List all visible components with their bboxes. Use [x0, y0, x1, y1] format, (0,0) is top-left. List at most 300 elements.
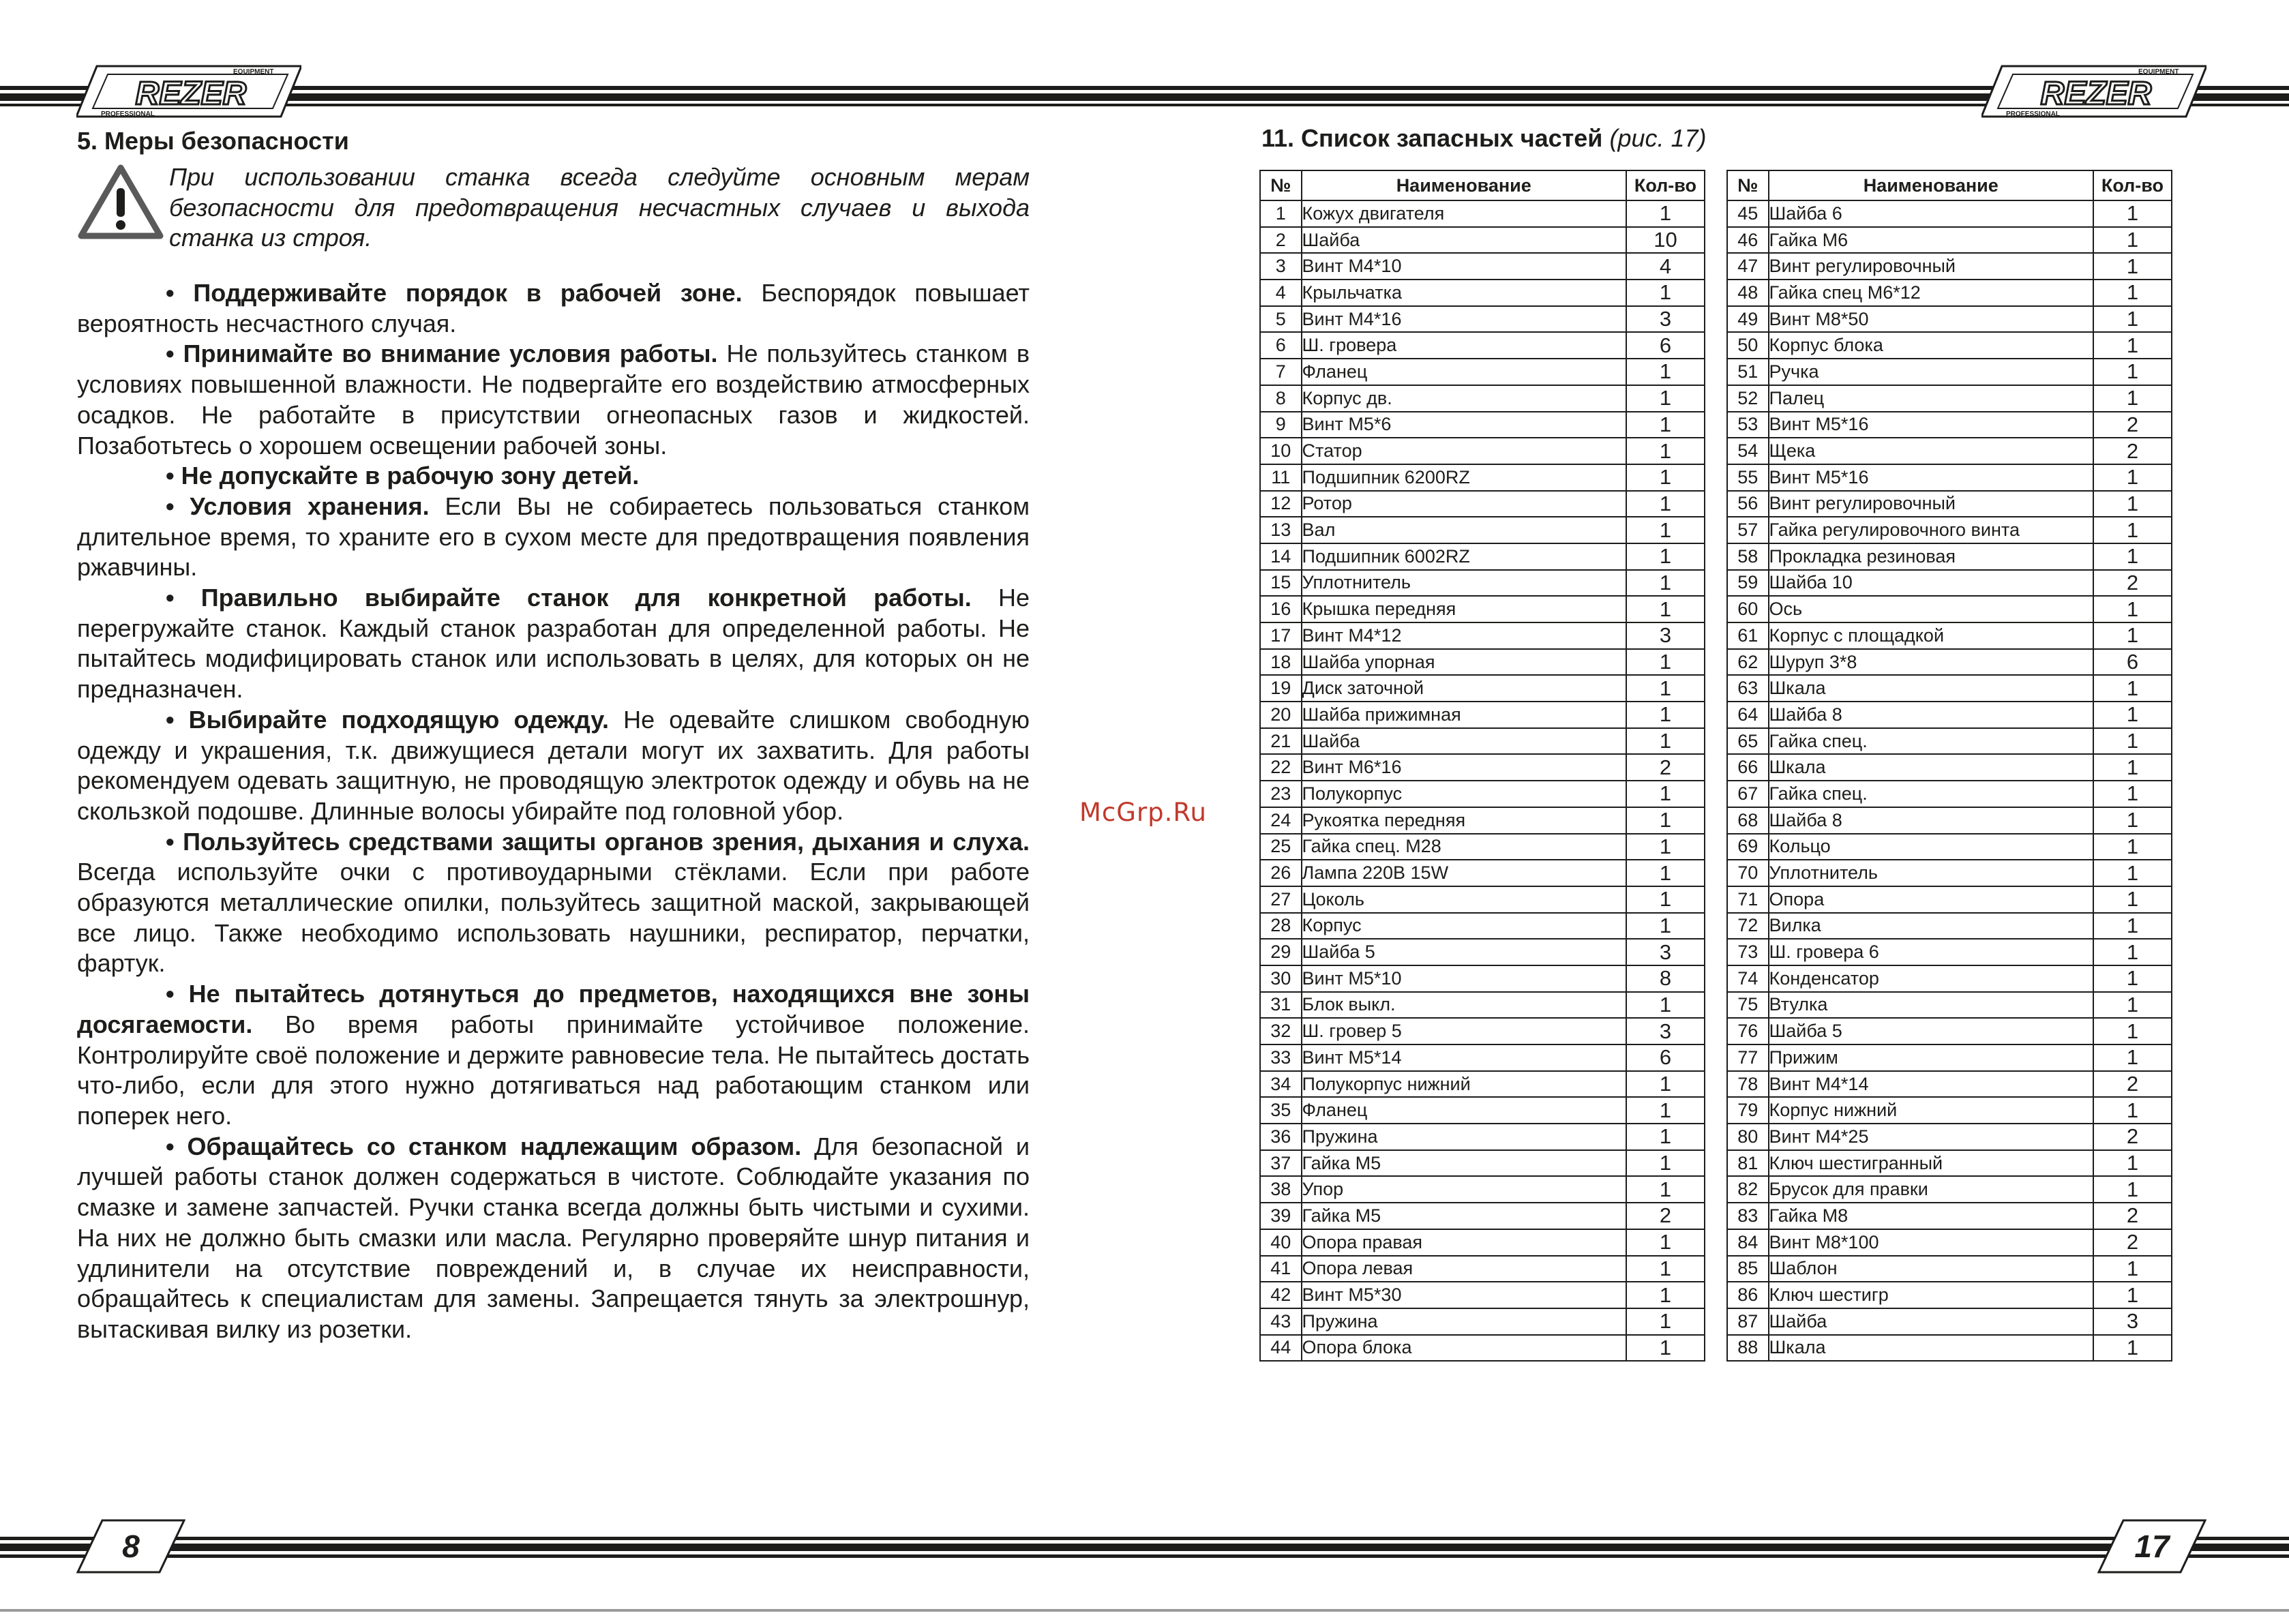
part-number: 58 — [1727, 543, 1769, 570]
safety-rule-text: Во время работы принимайте устойчивое положение. Контролируйте своё положение и держите равновесие тела. Не пытайтесь достать что-либо, если для этого нужно дотягиваться над работающим станком или поперек него. — [77, 1010, 1030, 1130]
part-qty: 1 — [1626, 649, 1705, 676]
part-number: 34 — [1260, 1071, 1302, 1098]
part-number: 46 — [1727, 227, 1769, 254]
part-number: 83 — [1727, 1203, 1769, 1229]
part-number: 21 — [1260, 728, 1302, 755]
part-name: Ключ шестигранный — [1769, 1150, 2093, 1177]
table-row — [1727, 728, 2172, 755]
part-name: Щека — [1769, 438, 2093, 464]
part-number: 27 — [1260, 886, 1302, 913]
table-row — [1260, 517, 1705, 543]
part-name: Фланец — [1302, 359, 1626, 385]
part-number: 20 — [1260, 702, 1302, 728]
table-row — [1727, 385, 2172, 412]
part-qty: 6 — [2093, 649, 2172, 676]
page-edge-line — [0, 1609, 2289, 1612]
safety-rule — [77, 339, 1030, 461]
part-name: Пружина — [1302, 1308, 1626, 1335]
part-number: 41 — [1260, 1256, 1302, 1282]
table-row — [1727, 253, 2172, 280]
part-qty: 1 — [2093, 939, 2172, 965]
part-qty: 1 — [2093, 253, 2172, 280]
part-name: Опора левая — [1302, 1256, 1626, 1282]
part-qty: 1 — [2093, 1150, 2172, 1177]
part-name: Ш. гровера 6 — [1769, 939, 2093, 965]
table-row — [1727, 1124, 2172, 1150]
part-qty: 1 — [1626, 570, 1705, 597]
table-row — [1727, 1256, 2172, 1282]
part-name: Шкала — [1769, 754, 2093, 781]
table-row — [1260, 412, 1705, 438]
part-qty: 10 — [1626, 227, 1705, 254]
brand-logo-left — [76, 65, 301, 118]
part-number: 13 — [1260, 517, 1302, 543]
part-name: Винт М4*25 — [1769, 1124, 2093, 1150]
part-number: 65 — [1727, 728, 1769, 755]
part-number: 56 — [1727, 491, 1769, 517]
part-qty: 2 — [2093, 570, 2172, 597]
part-number: 49 — [1727, 306, 1769, 333]
part-name: Диск заточной — [1302, 675, 1626, 702]
part-qty: 1 — [1626, 992, 1705, 1019]
part-name: Винт М8*100 — [1769, 1229, 2093, 1256]
part-name: Гайка регулировочного винта — [1769, 517, 2093, 543]
part-name: Блок выкл. — [1302, 992, 1626, 1019]
safety-rule-heading: • Не пытайтесь дотянуться до предметов, находящихся вне зоны досягаемости. — [77, 980, 1030, 1038]
safety-rule — [77, 492, 1030, 583]
part-number: 37 — [1260, 1150, 1302, 1177]
part-number: 1 — [1260, 200, 1302, 227]
part-number: 38 — [1260, 1176, 1302, 1203]
part-qty: 1 — [2093, 1176, 2172, 1203]
part-number: 36 — [1260, 1124, 1302, 1150]
table-row — [1260, 1124, 1705, 1150]
part-qty: 1 — [2093, 332, 2172, 359]
svg-text:REZER: REZER — [135, 76, 247, 112]
table-row — [1260, 332, 1705, 359]
table-row — [1260, 834, 1705, 860]
section-title: 5. Меры безопасности — [77, 127, 349, 155]
part-qty: 1 — [2093, 464, 2172, 491]
part-number: 15 — [1260, 570, 1302, 597]
part-number: 9 — [1260, 412, 1302, 438]
part-qty: 3 — [2093, 1308, 2172, 1335]
part-number: 69 — [1727, 834, 1769, 860]
safety-rules — [77, 278, 1030, 1345]
part-qty: 1 — [1626, 438, 1705, 464]
table-row — [1260, 543, 1705, 570]
part-qty: 1 — [2093, 306, 2172, 333]
table-row — [1727, 1335, 2172, 1362]
part-name: Шайба 8 — [1769, 807, 2093, 834]
part-name: Шайба 10 — [1769, 570, 2093, 597]
part-qty: 1 — [2093, 1097, 2172, 1124]
svg-text:EQUIPMENT: EQUIPMENT — [2138, 68, 2179, 76]
part-name: Гайка М8 — [1769, 1203, 2093, 1229]
part-name: Опора блока — [1302, 1335, 1626, 1362]
part-qty: 1 — [1626, 1308, 1705, 1335]
table-row — [1260, 1308, 1705, 1335]
parts-table-left — [1259, 170, 1705, 1362]
table-row — [1727, 754, 2172, 781]
part-qty: 1 — [2093, 860, 2172, 886]
part-name: Гайка М6 — [1769, 227, 2093, 254]
part-name: Уплотнитель — [1302, 570, 1626, 597]
part-qty: 1 — [1626, 1256, 1705, 1282]
part-number: 45 — [1727, 200, 1769, 227]
table-row — [1727, 1203, 2172, 1229]
part-name: Палец — [1769, 385, 2093, 412]
part-qty: 1 — [2093, 913, 2172, 939]
part-name: Корпус блока — [1769, 332, 2093, 359]
part-number: 61 — [1727, 622, 1769, 649]
part-name: Винт М5*6 — [1302, 412, 1626, 438]
part-qty: 1 — [2093, 517, 2172, 543]
safety-rule-heading: • Обращайтесь со станком надлежащим образом. — [166, 1132, 802, 1160]
table-row — [1260, 1071, 1705, 1098]
part-name: Шайба 5 — [1302, 939, 1626, 965]
part-qty: 2 — [1626, 1203, 1705, 1229]
part-name: Кожух двигателя — [1302, 200, 1626, 227]
part-number: 75 — [1727, 992, 1769, 1019]
part-number: 39 — [1260, 1203, 1302, 1229]
part-number: 42 — [1260, 1282, 1302, 1308]
table-row — [1727, 464, 2172, 491]
table-row — [1260, 1203, 1705, 1229]
table-row — [1260, 596, 1705, 622]
header-stripe-bottom — [0, 104, 2289, 106]
table-row — [1260, 649, 1705, 676]
table-row — [1260, 438, 1705, 464]
safety-rule-heading: • Условия хранения. — [166, 492, 430, 520]
part-name: Винт М4*16 — [1302, 306, 1626, 333]
part-qty: 1 — [2093, 596, 2172, 622]
part-number: 6 — [1260, 332, 1302, 359]
page-number-right: 17 — [2097, 1519, 2206, 1574]
part-name: Статор — [1302, 438, 1626, 464]
part-name: Винт регулировочный — [1769, 491, 2093, 517]
part-qty: 1 — [2093, 886, 2172, 913]
part-name: Ось — [1769, 596, 2093, 622]
table-row — [1260, 464, 1705, 491]
part-qty: 1 — [2093, 280, 2172, 306]
part-number: 4 — [1260, 280, 1302, 306]
part-qty: 1 — [2093, 543, 2172, 570]
part-qty: 1 — [1626, 543, 1705, 570]
table-row — [1260, 886, 1705, 913]
part-number: 71 — [1727, 886, 1769, 913]
table-row — [1727, 807, 2172, 834]
part-qty: 2 — [2093, 1124, 2172, 1150]
part-number: 35 — [1260, 1097, 1302, 1124]
footer-stripe-top — [0, 1537, 2289, 1540]
col-number: № — [1260, 170, 1302, 200]
part-name: Упор — [1302, 1176, 1626, 1203]
part-number: 57 — [1727, 517, 1769, 543]
part-qty: 1 — [1626, 280, 1705, 306]
part-qty: 1 — [2093, 359, 2172, 385]
table-row — [1727, 702, 2172, 728]
part-name: Винт регулировочный — [1769, 253, 2093, 280]
col-name: Наименование — [1302, 170, 1626, 200]
part-number: 29 — [1260, 939, 1302, 965]
table-row — [1260, 702, 1705, 728]
part-number: 59 — [1727, 570, 1769, 597]
figure-reference: (рис. 17) — [1609, 124, 1707, 152]
table-row — [1727, 1229, 2172, 1256]
part-qty: 1 — [1626, 1097, 1705, 1124]
part-number: 73 — [1727, 939, 1769, 965]
safety-rule — [77, 461, 1030, 492]
table-row — [1260, 992, 1705, 1019]
header-stripe-main — [0, 93, 2289, 101]
part-number: 67 — [1727, 781, 1769, 807]
table-row — [1727, 491, 2172, 517]
part-qty: 1 — [1626, 675, 1705, 702]
table-row — [1727, 227, 2172, 254]
part-number: 43 — [1260, 1308, 1302, 1335]
part-name: Рукоятка передняя — [1302, 807, 1626, 834]
table-row — [1260, 200, 1705, 227]
part-number: 16 — [1260, 596, 1302, 622]
brand-logo-right — [1981, 65, 2206, 118]
part-name: Брусок для правки — [1769, 1176, 2093, 1203]
part-name: Винт М4*10 — [1302, 253, 1626, 280]
part-number: 17 — [1260, 622, 1302, 649]
part-number: 47 — [1727, 253, 1769, 280]
col-name: Наименование — [1769, 170, 2093, 200]
part-qty: 1 — [1626, 1229, 1705, 1256]
table-row — [1727, 1282, 2172, 1308]
part-name: Шайба упорная — [1302, 649, 1626, 676]
part-name: Ключ шестигр — [1769, 1282, 2093, 1308]
watermark: McGrp.Ru — [1079, 798, 1207, 827]
col-qty: Кол-во — [1626, 170, 1705, 200]
part-number: 62 — [1727, 649, 1769, 676]
part-number: 24 — [1260, 807, 1302, 834]
svg-text:PROFESSIONAL: PROFESSIONAL — [101, 110, 155, 118]
part-number: 19 — [1260, 675, 1302, 702]
table-row — [1727, 675, 2172, 702]
part-number: 78 — [1727, 1071, 1769, 1098]
part-name: Винт М5*14 — [1302, 1044, 1626, 1071]
part-qty: 3 — [1626, 306, 1705, 333]
part-qty: 1 — [1626, 728, 1705, 755]
part-number: 44 — [1260, 1335, 1302, 1362]
part-number: 30 — [1260, 965, 1302, 992]
safety-rule-heading: • Правильно выбирайте станок для конкретной работы. — [166, 584, 972, 612]
col-number: № — [1727, 170, 1769, 200]
table-row — [1260, 965, 1705, 992]
part-qty: 6 — [1626, 1044, 1705, 1071]
safety-rule — [77, 278, 1030, 339]
part-name: Винт М4*14 — [1769, 1071, 2093, 1098]
table-row — [1260, 860, 1705, 886]
table-row — [1260, 728, 1705, 755]
part-name: Цоколь — [1302, 886, 1626, 913]
part-number: 54 — [1727, 438, 1769, 464]
part-name: Винт М6*16 — [1302, 754, 1626, 781]
col-qty: Кол-во — [2093, 170, 2172, 200]
table-row — [1727, 860, 2172, 886]
part-qty: 1 — [2093, 965, 2172, 992]
warning-text: При использовании станка всегда следуйте основным мерам безопасности для предотвращения несчастных случаев и выхода станка из строя. — [169, 163, 1030, 252]
part-number: 86 — [1727, 1282, 1769, 1308]
part-qty: 1 — [1626, 886, 1705, 913]
part-qty: 2 — [1626, 754, 1705, 781]
part-qty: 1 — [1626, 807, 1705, 834]
part-number: 33 — [1260, 1044, 1302, 1071]
part-qty: 1 — [1626, 1176, 1705, 1203]
part-qty: 1 — [1626, 385, 1705, 412]
part-name: Гайка М5 — [1302, 1150, 1626, 1177]
part-qty: 1 — [1626, 491, 1705, 517]
table-row — [1260, 1097, 1705, 1124]
part-name: Пружина — [1302, 1124, 1626, 1150]
part-qty: 1 — [1626, 860, 1705, 886]
part-name: Винт М8*50 — [1769, 306, 2093, 333]
part-qty: 1 — [1626, 1335, 1705, 1362]
part-qty: 1 — [1626, 1124, 1705, 1150]
part-name: Винт М5*10 — [1302, 965, 1626, 992]
table-row — [1727, 570, 2172, 597]
part-name: Гайка спец. — [1769, 728, 2093, 755]
part-number: 82 — [1727, 1176, 1769, 1203]
part-qty: 3 — [1626, 1018, 1705, 1044]
part-number: 76 — [1727, 1018, 1769, 1044]
part-number: 63 — [1727, 675, 1769, 702]
safety-rule-text: Для безопасной и лучшей работы станок должен содержаться в чистоте. Соблюдайте указания по смазке и замене запчастей. Ручки станка всегда должны быть чистыми и сухими. На них не должно быть смазки или масла. Регулярно проверяйте шнур питания и удлинители на отсутствие повреждений и, в случае их неисправности, обращайтесь к специалистам для замены. Запрещается тянуть за электрошнур, вытаскивая вилку из розетки. — [77, 1132, 1030, 1343]
part-name: Шайба — [1302, 728, 1626, 755]
part-number: 31 — [1260, 992, 1302, 1019]
part-qty: 1 — [2093, 675, 2172, 702]
part-qty: 1 — [1626, 834, 1705, 860]
part-name: Шайба — [1302, 227, 1626, 254]
part-number: 55 — [1727, 464, 1769, 491]
part-qty: 1 — [2093, 1256, 2172, 1282]
part-number: 51 — [1727, 359, 1769, 385]
table-row — [1727, 543, 2172, 570]
safety-rule-text: Не одевайте слишком свободную одежду и украшения, т.к. движущиеся детали могут их захватить. Для работы рекомендуем одевать защитную, не проводящую электроток одежду и обувь на не скользкой подошве. Длинные волосы убирайте под головной убор. — [77, 705, 1030, 825]
safety-rule — [77, 705, 1030, 827]
part-qty: 1 — [1626, 464, 1705, 491]
table-row — [1727, 622, 2172, 649]
table-row — [1727, 834, 2172, 860]
part-name: Опора правая — [1302, 1229, 1626, 1256]
table-row — [1260, 253, 1705, 280]
svg-text:EQUIPMENT: EQUIPMENT — [233, 68, 274, 76]
part-qty: 3 — [1626, 622, 1705, 649]
part-name: Шайба прижимная — [1302, 702, 1626, 728]
safety-rule — [77, 827, 1030, 980]
safety-rule-text: Если Вы не собираетесь пользоваться станком длительное время, то храните его в сухом месте для предотвращения появления ржавчины. — [77, 492, 1030, 582]
part-name: Шаблон — [1769, 1256, 2093, 1282]
part-name: Вал — [1302, 517, 1626, 543]
table-row — [1260, 807, 1705, 834]
part-qty: 1 — [1626, 1071, 1705, 1098]
part-name: Подшипник 6200RZ — [1302, 464, 1626, 491]
table-row — [1260, 385, 1705, 412]
part-name: Корпус нижний — [1769, 1097, 2093, 1124]
part-name: Прокладка резиновая — [1769, 543, 2093, 570]
part-qty: 1 — [2093, 227, 2172, 254]
table-row — [1260, 754, 1705, 781]
table-row — [1727, 280, 2172, 306]
part-name: Полукорпус — [1302, 781, 1626, 807]
part-number: 70 — [1727, 860, 1769, 886]
part-name: Уплотнитель — [1769, 860, 2093, 886]
part-name: Крыльчатка — [1302, 280, 1626, 306]
part-number: 53 — [1727, 412, 1769, 438]
part-name: Гайка спец. М28 — [1302, 834, 1626, 860]
part-qty: 2 — [2093, 1203, 2172, 1229]
table-row — [1727, 1308, 2172, 1335]
table-row — [1260, 280, 1705, 306]
table-row — [1727, 1018, 2172, 1044]
part-name: Фланец — [1302, 1097, 1626, 1124]
part-number: 64 — [1727, 702, 1769, 728]
table-row — [1260, 1044, 1705, 1071]
part-qty: 1 — [1626, 359, 1705, 385]
table-row — [1260, 1229, 1705, 1256]
part-name: Ш. гровер 5 — [1302, 1018, 1626, 1044]
part-qty: 2 — [2093, 1229, 2172, 1256]
part-number: 28 — [1260, 913, 1302, 939]
part-name: Полукорпус нижний — [1302, 1071, 1626, 1098]
table-row — [1260, 1256, 1705, 1282]
table-row — [1727, 517, 2172, 543]
table-row — [1727, 649, 2172, 676]
part-qty: 1 — [1626, 1282, 1705, 1308]
table-row — [1260, 781, 1705, 807]
part-name: Винт М5*16 — [1769, 464, 2093, 491]
safety-rule-heading: • Не допускайте в рабочую зону детей. — [166, 462, 640, 490]
table-row — [1727, 412, 2172, 438]
part-name: Конденсатор — [1769, 965, 2093, 992]
table-row — [1260, 1150, 1705, 1177]
table-row — [1727, 1071, 2172, 1098]
table-row — [1260, 1335, 1705, 1362]
part-name: Винт М4*12 — [1302, 622, 1626, 649]
part-qty: 1 — [1626, 702, 1705, 728]
part-name: Шайба — [1769, 1308, 2093, 1335]
part-qty: 1 — [2093, 781, 2172, 807]
table-row — [1260, 1282, 1705, 1308]
part-name: Шайба 5 — [1769, 1018, 2093, 1044]
safety-rule — [77, 979, 1030, 1132]
part-name: Гайка М5 — [1302, 1203, 1626, 1229]
part-number: 87 — [1727, 1308, 1769, 1335]
safety-rule-text: Не пользуйтесь станком в условиях повышенной влажности. Не подвергайте его воздействию атмосферных осадков. Не работайте в присутствии огнеопасных газов и жидкостей. Позаботьтесь о хорошем освещении рабочей зоны. — [77, 340, 1030, 460]
part-name: Прижим — [1769, 1044, 2093, 1071]
safety-rule-text: Не перегружайте станок. Каждый станок разработан для определенной работы. Не пытайтесь модифицировать станок или использовать в целях, для которых он не предназначен. — [77, 584, 1030, 704]
safety-rule — [77, 583, 1030, 705]
part-number: 68 — [1727, 807, 1769, 834]
part-number: 23 — [1260, 781, 1302, 807]
part-qty: 4 — [1626, 253, 1705, 280]
table-row — [1727, 913, 2172, 939]
part-qty: 1 — [2093, 622, 2172, 649]
part-number: 26 — [1260, 860, 1302, 886]
part-number: 3 — [1260, 253, 1302, 280]
table-row — [1727, 596, 2172, 622]
table-row — [1727, 939, 2172, 965]
part-number: 22 — [1260, 754, 1302, 781]
part-qty: 1 — [1626, 517, 1705, 543]
part-number: 81 — [1727, 1150, 1769, 1177]
part-number: 7 — [1260, 359, 1302, 385]
part-number: 5 — [1260, 306, 1302, 333]
